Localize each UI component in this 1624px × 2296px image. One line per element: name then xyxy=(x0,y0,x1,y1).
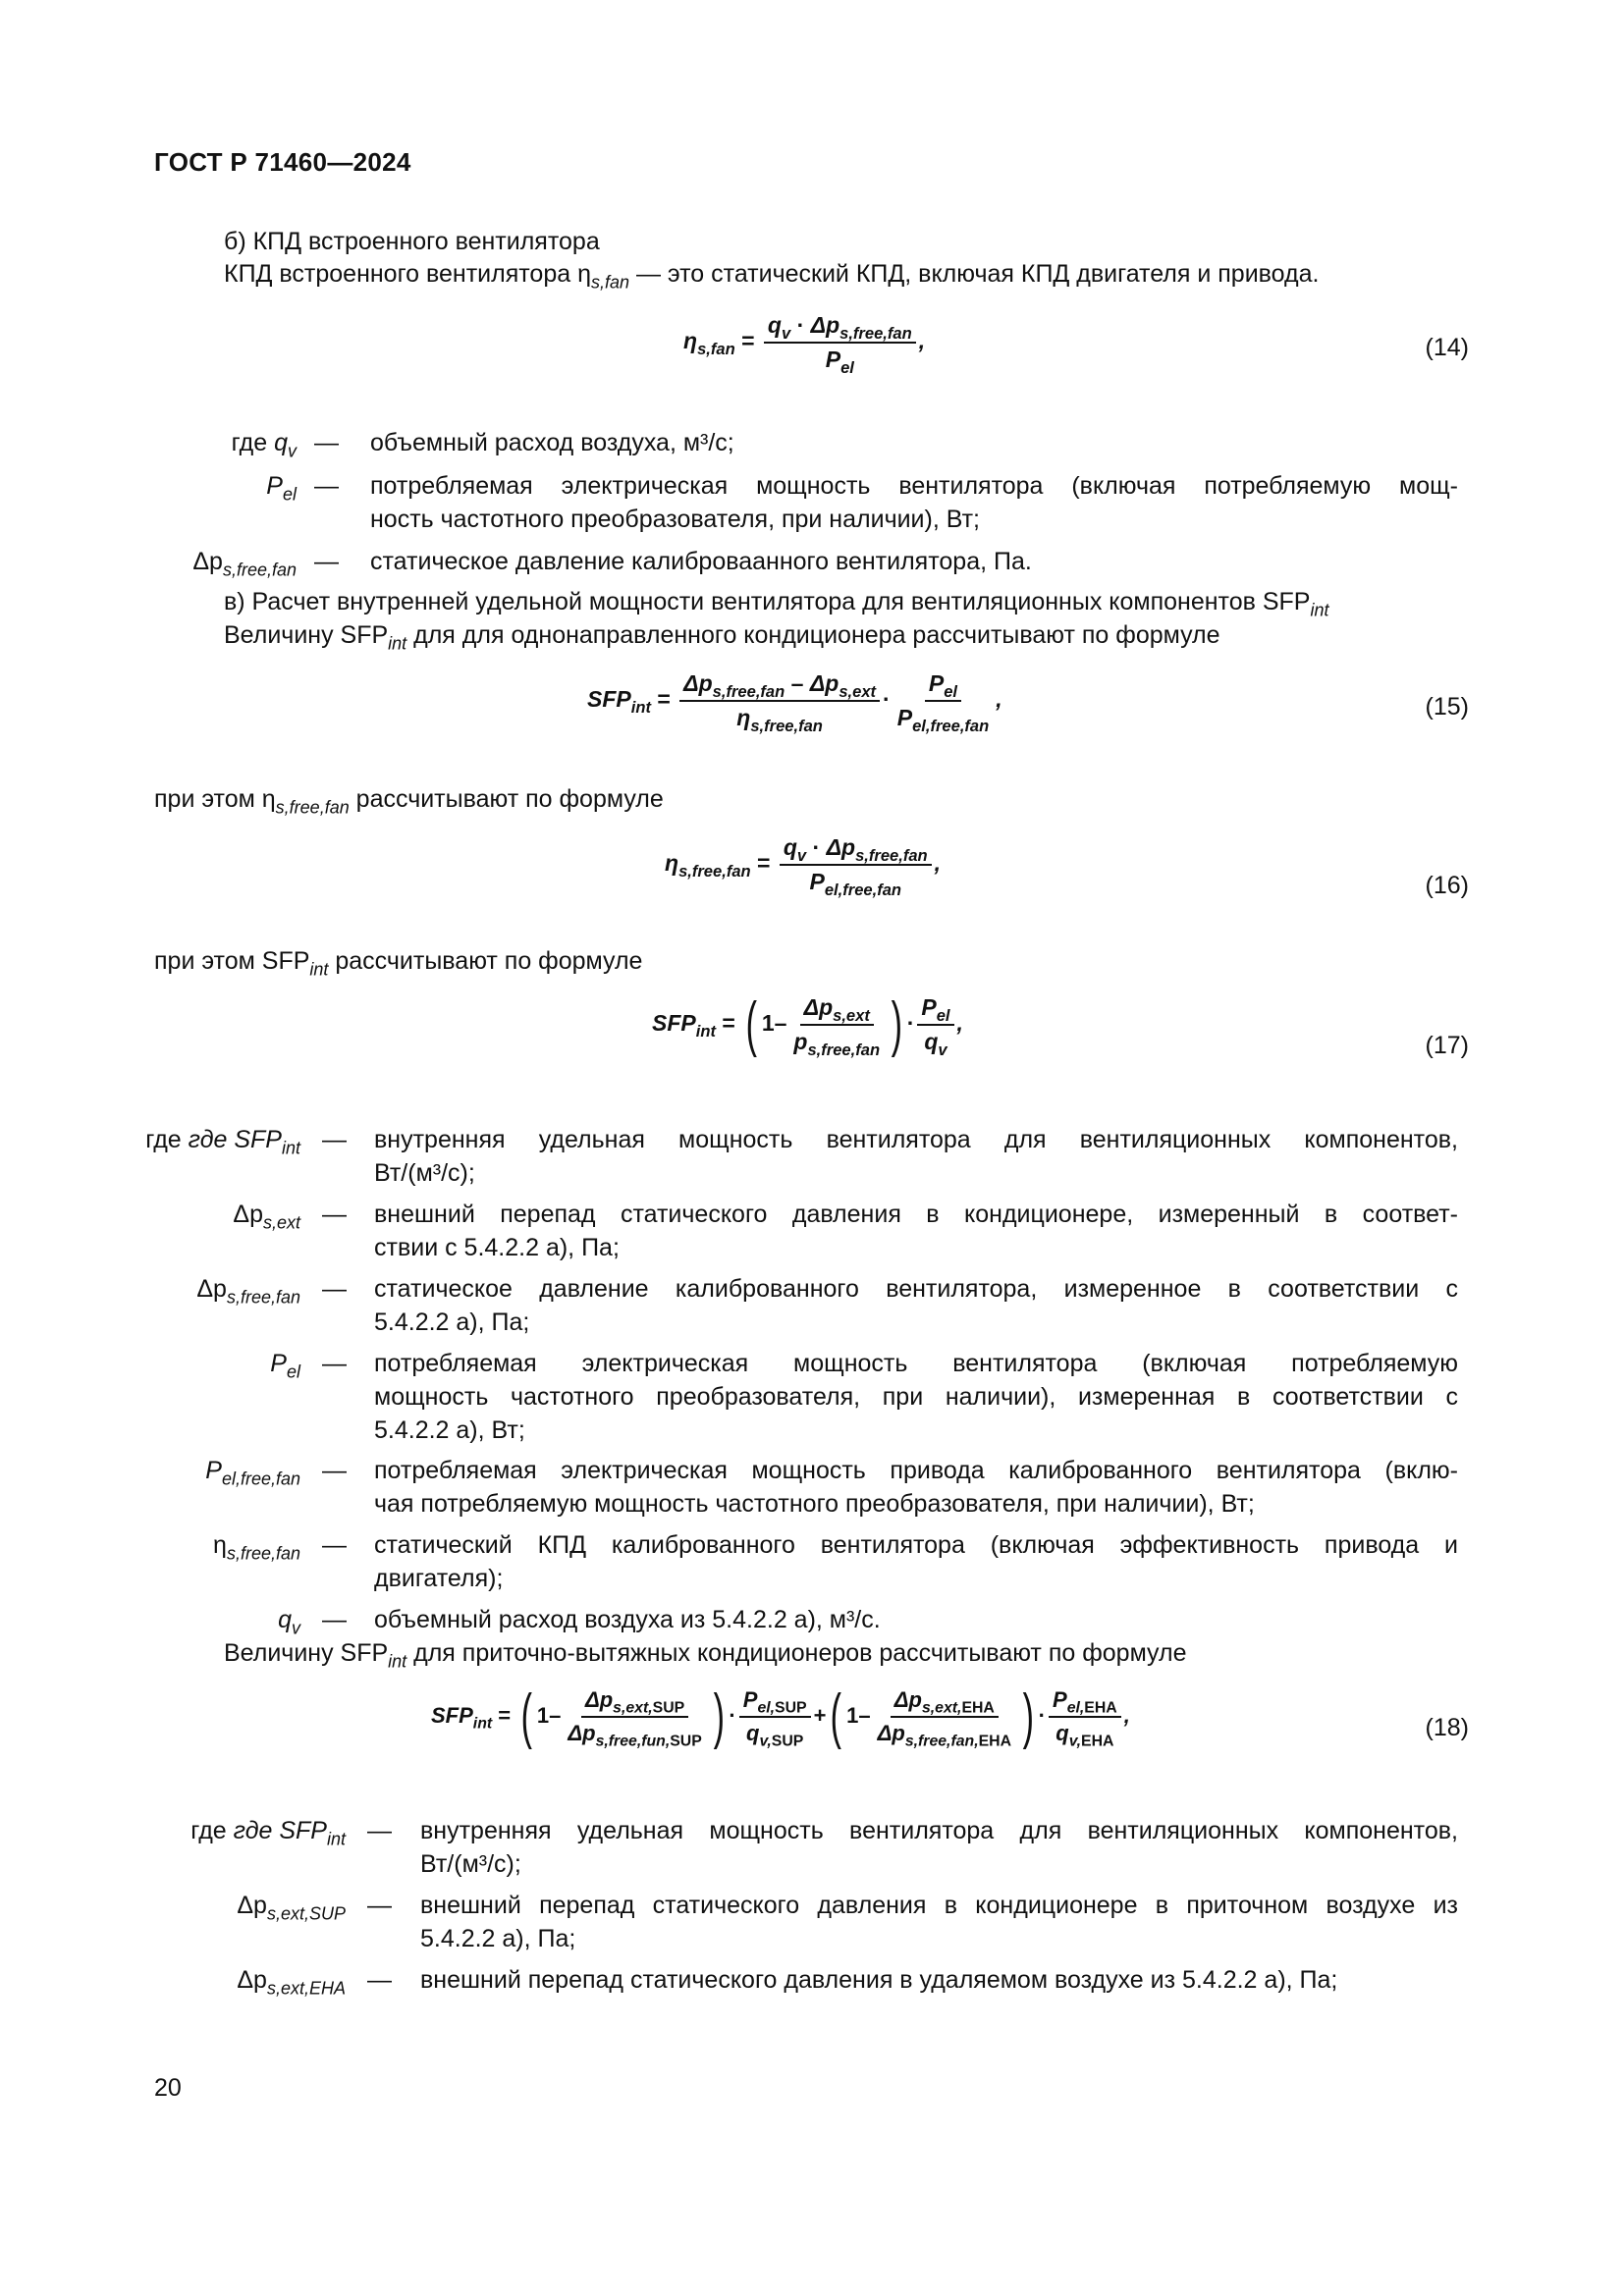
section-b-title: б) КПД встроенного вентилятора xyxy=(224,228,600,255)
section-b-intro: КПД встроенного вентилятора $\eta_{s,fan}$ — это статический КПД, включая КПД двигателя и привода. xyxy=(224,260,1320,293)
section-c-title: в) Расчет внутренней удельной мощности вентилятора для вентиляционных компонентов $SFP_{int}$ xyxy=(224,588,1329,620)
equation-number-14: (14) xyxy=(1425,334,1469,361)
equation-number-15: (15) xyxy=(1425,693,1469,721)
equation-number-16: (16) xyxy=(1425,872,1469,899)
section-c-intro: Величину $SFP_{int}$ для для однонаправленного кондиционера рассчитывают по формуле xyxy=(224,621,1220,654)
formula-18: $SFP_{int}$ = ( 1– $\frac{\Delta p_{s,ext,SUP}}{\Delta p_{s,free,fun,SUP}}$ ) · $\frac{P_{el,SUP}}{q_{v,SUP}}$ +( 1– $\frac{\Delta p_{s,ext,EHA}}{\Delta p_{s,free,fan,EHA}}$ ) · $\frac{P_{el,EHA}}{q_{v,EHA}}$ , xyxy=(431,1682,1130,1750)
paragraph-18: Величину $SFP_{int}$ для приточно-вытяжных кондиционеров рассчитывают по формуле xyxy=(224,1639,1187,1672)
paragraph-16: при этом $\eta_{s,free,fan}$ рассчитывают по формуле xyxy=(154,785,664,818)
formula-15: $SFP_{int}$ = $\frac{\Delta p_{s,free,fan} - \Delta p_{s,ext}}{\eta_{s,free,fan}}$ · $\frac{P_{el}}{P_{el,free,fan}}$ , xyxy=(587,670,1002,735)
page-number: 20 xyxy=(154,2074,182,2102)
formula-17: $SFP_{int}$ = ( 1– $\frac{\Delta p_{s,ext}}{p_{s,free,fan}}$ ) · $\frac{P_{el}}{q_v}$ , xyxy=(652,990,963,1059)
equation-number-18: (18) xyxy=(1425,1714,1469,1741)
formula-16: $\eta_{s,free,fan}$ = $\frac{q_v \cdot \Delta p_{s,free,fan}}{P_{el,free,fan}}$ , xyxy=(665,834,942,899)
document-header: ГОСТ Р 71460—2024 xyxy=(154,147,411,177)
paragraph-17: при этом $SFP_{int}$ рассчитывают по формуле xyxy=(154,947,643,980)
equation-number-17: (17) xyxy=(1425,1032,1469,1059)
formula-14: $\eta_{s,fan}$ = $\frac{q_v \cdot \Delta p_{s,free,fan}}{P_{el}}$ , xyxy=(683,312,926,377)
